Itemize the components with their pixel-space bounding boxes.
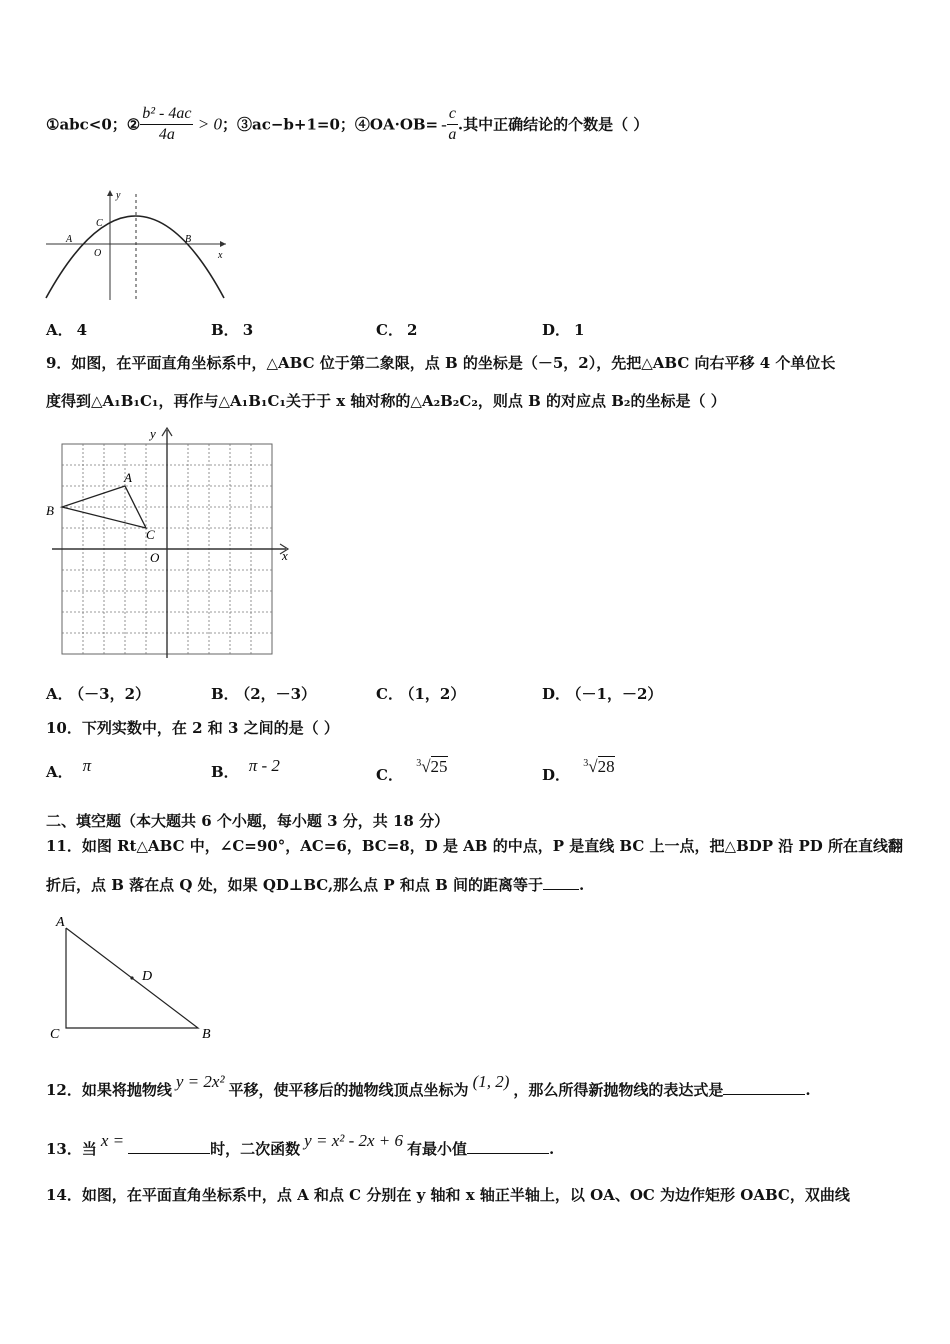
graph-label-y: y <box>116 190 121 201</box>
c-over-a-fraction: $\frac{c}{a}$ <box>448 105 457 143</box>
graph-label-o: O <box>94 248 102 259</box>
graph-label-b: B <box>46 503 54 518</box>
x-axis-arrow <box>220 241 226 247</box>
right-triangle-figure <box>46 912 222 1044</box>
midpoint-d <box>130 976 133 979</box>
q10-option-d[interactable]: D． $^3$√28 <box>542 757 615 784</box>
q8-option-b[interactable]: B． 3 <box>211 321 254 339</box>
q10-option-b[interactable]: B． π - 2 <box>211 756 280 781</box>
graph-label-c: C <box>96 218 103 229</box>
triangle-grid-graph <box>42 424 296 662</box>
q9-option-d[interactable]: D． （－1，－2） <box>542 685 663 703</box>
q13-min-blank[interactable] <box>467 1137 549 1154</box>
q13: 13．当 x = 时，二次函数 y = x² - 2x + 6 有最小值 . <box>46 1131 555 1158</box>
q9-line1: 9．如图，在平面直角坐标系中，△ABC 位于第二象限，点 B 的坐标是（－5，2），先把△ABC 向右平移 4 个单位长 <box>46 354 836 372</box>
q11-line1: 11．如图 Rt△ABC 中，∠C=90°，AC=6，BC=8，D 是 AB 的中点，P 是直线 BC 上一点，把△BDP 沿 PD 所在直线翻 <box>46 837 904 855</box>
q8-stem: ①abc<0；② $\frac{\text{b² - 4ac}}{4a}$ > 0；③ac−b+1=0；④OA·OB= - $\frac{c}{a}$ .其中正确结论的个数是（ ） <box>46 105 649 143</box>
q8-option-a[interactable]: A． 4 <box>46 321 88 339</box>
graph-label-a: A <box>124 470 132 485</box>
q13-x: x = <box>100 1131 125 1150</box>
q9-option-c[interactable]: C． （1，2） <box>376 685 466 703</box>
section-2-heading: 二、填空题（本大题共 6 个小题，每小题 3 分，共 18 分） <box>46 812 450 830</box>
q12-parabola-eq: y = 2x² <box>175 1072 225 1091</box>
graph-label-c: C <box>146 527 155 542</box>
q13-x-blank[interactable] <box>128 1137 210 1154</box>
q12-vertex: (1, 2) <box>472 1072 510 1091</box>
parabola-curve <box>46 216 224 298</box>
q9-line2: 度得到△A₁B₁C₁，再作与△A₁B₁C₁关于于 x 轴对称的△A₂B₂C₂，则点 B 的对应点 B₂的坐标是（ ） <box>46 392 726 410</box>
parabola-graph <box>42 186 232 304</box>
graph-label-c: C <box>50 1027 60 1042</box>
q10-option-c[interactable]: C． $^3$√25 <box>376 757 448 784</box>
q14-line1: 14．如图，在平面直角坐标系中，点 A 和点 C 分别在 y 轴和 x 轴正半轴上，以 OA、OC 为边作矩形 OABC，双曲线 <box>46 1186 850 1204</box>
q8-option-d[interactable]: D． 1 <box>542 321 585 339</box>
graph-label-x: x <box>218 250 223 261</box>
q12: 12．如果将抛物线 y = 2x² 平移，使平移后的抛物线顶点坐标为 (1, 2) ，那么所得新抛物线的表达式是 . <box>46 1072 811 1099</box>
cube-root-25: $^3$√25 <box>416 757 448 776</box>
discriminant-fraction: $\frac{\text{b² - 4ac}}{4a}$ <box>142 105 192 143</box>
q9-option-a[interactable]: A． （－3，2） <box>46 685 151 703</box>
q11-line2: 折后，点 B 落在点 Q 处，如果 QD⊥BC,那么点 P 和点 B 间的距离等于 . <box>46 873 584 895</box>
cube-root-28: $^3$√28 <box>583 757 615 776</box>
q13-quadratic-eq: y = x² - 2x + 6 <box>304 1131 404 1150</box>
y-axis-arrow <box>107 190 113 196</box>
graph-label-b: B <box>185 234 192 245</box>
q11-answer-blank[interactable] <box>543 873 579 890</box>
q12-answer-blank[interactable] <box>723 1078 805 1095</box>
q9-option-b[interactable]: B． （2，－3） <box>211 685 317 703</box>
graph-label-a: A <box>56 915 65 930</box>
q10-stem: 10．下列实数中，在 2 和 3 之间的是（ ） <box>46 719 339 737</box>
graph-label-d: D <box>142 969 153 984</box>
graph-label-x: x <box>282 548 288 563</box>
graph-label-o: O <box>150 550 160 565</box>
graph-label-y: y <box>150 426 156 441</box>
q8-option-c[interactable]: C． 2 <box>376 321 418 339</box>
graph-label-b: B <box>202 1027 211 1042</box>
graph-label-a: A <box>66 234 73 245</box>
q10-option-a[interactable]: A． π <box>46 756 92 781</box>
